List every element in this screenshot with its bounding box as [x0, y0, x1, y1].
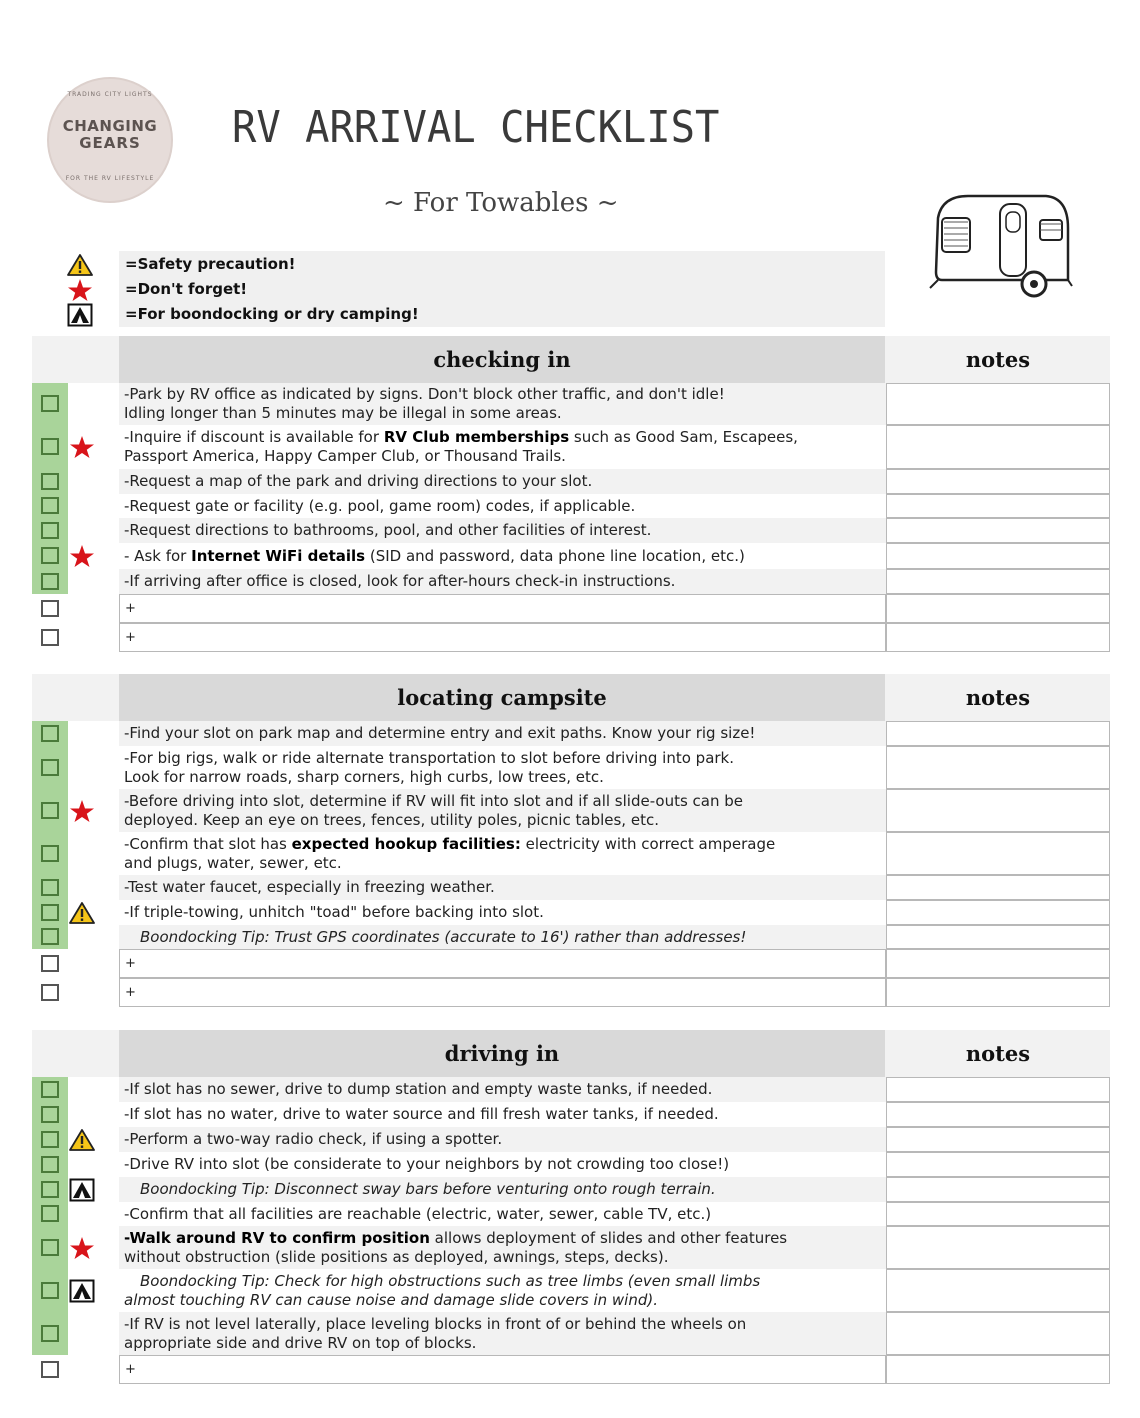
camper-trailer-icon: [928, 188, 1073, 308]
item-text: [119, 903, 544, 922]
item-text-line: -Park by RV office as indicated by signs. Don't block other traffic, and don't idle!: [124, 385, 725, 403]
star-icon: [67, 278, 93, 302]
item-text: [119, 428, 798, 466]
checklist-item: [119, 494, 886, 518]
item-text-line-2: Look for narrow roads, sharp corners, high curbs, low trees, etc.: [124, 767, 604, 786]
notes-field[interactable]: [886, 494, 1110, 518]
checklist-item: [119, 569, 886, 594]
warning-icon: [67, 253, 93, 277]
item-text: [119, 792, 743, 830]
changing-gears-logo: [47, 77, 173, 203]
tent-icon: [67, 303, 93, 327]
boondocking-tip: Boondocking Tip: Disconnect sway bars before venturing onto rough terrain.: [140, 1180, 716, 1198]
checkbox[interactable]: [41, 904, 59, 921]
section-title: driving in: [119, 1030, 885, 1077]
star-icon: [69, 1236, 95, 1260]
checkbox[interactable]: [41, 1325, 59, 1342]
item-text-line: -For big rigs, walk or ride alternate transportation to slot before driving into park.: [124, 748, 735, 767]
blank-checklist-item[interactable]: [119, 594, 886, 623]
item-text: [119, 1155, 729, 1174]
item-text: [119, 724, 755, 743]
item-text: [119, 749, 734, 787]
checkbox[interactable]: [41, 600, 59, 617]
item-text-line-2: Passport America, Happy Camper Club, or Thousand Trails.: [124, 447, 566, 465]
checklist-item: [119, 789, 886, 832]
logo-line-1: CHANGING: [62, 117, 158, 135]
checklist-item: [119, 1202, 886, 1226]
notes-field[interactable]: [886, 1355, 1110, 1384]
notes-field[interactable]: [886, 1077, 1110, 1102]
notes-field[interactable]: [886, 789, 1110, 832]
item-text: [119, 835, 775, 873]
notes-field[interactable]: [886, 875, 1110, 900]
item-text-line-2: without obstruction (slide positions as deployed, awnings, steps, decks).: [124, 1247, 669, 1266]
item-text: [119, 1272, 760, 1310]
item-text-line: -Request directions to bathrooms, pool, and other facilities of interest.: [124, 521, 652, 539]
notes-field[interactable]: [886, 1102, 1110, 1127]
item-text-line: -Before driving into slot, determine if RV will fit into slot and if all slide-outs can be: [124, 791, 744, 810]
notes-field[interactable]: [886, 1152, 1110, 1177]
page-subtitle: ~ For Towables ~: [383, 188, 619, 218]
item-text-post: allows deployment of slides and other features: [429, 1228, 788, 1247]
item-text: [119, 928, 746, 947]
section-title: checking in: [119, 336, 885, 383]
notes-field[interactable]: [886, 978, 1110, 1007]
notes-field[interactable]: [886, 900, 1110, 925]
checklist-item: [119, 721, 886, 746]
blank-item-marker: +: [125, 1362, 136, 1377]
notes-field[interactable]: [886, 1177, 1110, 1202]
item-text-line-2: and plugs, water, sewer, etc.: [124, 853, 342, 872]
notes-field[interactable]: [886, 518, 1110, 543]
checkbox[interactable]: [41, 879, 59, 896]
notes-field[interactable]: [886, 594, 1110, 623]
section-title: locating campsite: [119, 674, 885, 721]
item-text-bold: RV Club memberships: [383, 428, 570, 446]
checkbox[interactable]: [41, 522, 59, 539]
item-text-pre: - Ask for: [124, 546, 192, 565]
boondocking-tip: Boondocking Tip: Check for high obstructions such as tree limbs (even small limbs: [140, 1271, 761, 1290]
item-text-pre: -Confirm that slot has: [124, 834, 292, 853]
notes-field[interactable]: [886, 1312, 1110, 1355]
checkbox[interactable]: [41, 1156, 59, 1173]
checkbox[interactable]: [41, 1181, 59, 1198]
notes-field[interactable]: [886, 1127, 1110, 1152]
legend-boondocking: =For boondocking or dry camping!: [125, 305, 419, 323]
blank-checklist-item[interactable]: [119, 949, 886, 978]
checkbox[interactable]: [41, 928, 59, 945]
tent-icon: [69, 1279, 95, 1303]
warning-icon: [69, 901, 95, 925]
checkbox[interactable]: [41, 438, 59, 455]
checkbox[interactable]: [41, 1205, 59, 1222]
notes-field[interactable]: [886, 1202, 1110, 1226]
checkbox[interactable]: [41, 473, 59, 490]
checkbox[interactable]: [41, 1361, 59, 1378]
notes-field[interactable]: [886, 1226, 1110, 1269]
checklist-item: [119, 1269, 886, 1312]
checklist-item: [119, 1312, 886, 1355]
item-text-line: -Find your slot on park map and determine entry and exit paths. Know your rig size!: [124, 724, 756, 742]
checklist-item: [119, 900, 886, 925]
boondocking-tip-line-2: almost touching RV can cause noise and damage slide covers in wind).: [124, 1290, 658, 1309]
item-text: [119, 521, 651, 540]
item-text-bold: -Walk around RV to confirm position: [124, 1228, 430, 1247]
item-text: [119, 1205, 711, 1224]
checkbox[interactable]: [41, 1081, 59, 1098]
checkbox[interactable]: [41, 547, 59, 564]
page-title: RV ARRIVAL CHECKLIST: [232, 102, 720, 153]
checklist-item: [119, 383, 886, 425]
checklist-item: [119, 1102, 886, 1127]
notes-field[interactable]: [886, 925, 1110, 949]
notes-field[interactable]: [886, 543, 1110, 569]
item-text: [119, 1080, 712, 1099]
item-text-line: -If arriving after office is closed, look for after-hours check-in instructions.: [124, 572, 676, 590]
item-text-line: -If slot has no water, drive to water source and fill fresh water tanks, if needed.: [124, 1105, 719, 1123]
logo-bottom-text: FOR THE RV LIFESTYLE: [65, 175, 155, 182]
item-text: [119, 878, 495, 897]
checklist-item: [119, 875, 886, 900]
item-text-line-2: Idling longer than 5 minutes may be illegal in some areas.: [124, 404, 562, 422]
notes-column-header: notes: [965, 347, 1031, 372]
checklist-item: [119, 1127, 886, 1152]
checkbox[interactable]: [41, 1131, 59, 1148]
item-text-line: -Drive RV into slot (be considerate to your neighbors by not crowding too close!): [124, 1155, 730, 1173]
blank-item-marker: +: [125, 956, 136, 971]
checklist-item: [119, 469, 886, 494]
item-text: [119, 1229, 787, 1267]
blank-checklist-item[interactable]: [119, 978, 886, 1007]
notes-field[interactable]: [886, 469, 1110, 494]
item-text-line: -Request gate or facility (e.g. pool, game room) codes, if applicable.: [124, 496, 636, 515]
star-icon: [69, 544, 95, 568]
notes-field[interactable]: [886, 425, 1110, 469]
star-icon: [69, 435, 95, 459]
checkbox[interactable]: [41, 955, 59, 972]
item-text-pre: -Inquire if discount is available for: [124, 428, 384, 446]
item-text: [119, 472, 592, 491]
notes-field[interactable]: [886, 832, 1110, 875]
item-text: [119, 497, 635, 516]
warning-icon: [69, 1128, 95, 1152]
legend-box: [119, 251, 885, 327]
checklist-item: [119, 1177, 886, 1202]
checkbox[interactable]: [41, 629, 59, 646]
item-text-line-2: appropriate side and drive RV on top of blocks.: [124, 1333, 477, 1352]
checkbox[interactable]: [41, 725, 59, 742]
checklist-item: [119, 1077, 886, 1102]
checkbox[interactable]: [41, 759, 59, 776]
checklist-item: [119, 1152, 886, 1177]
notes-field[interactable]: [886, 383, 1110, 425]
checkbox[interactable]: [41, 1282, 59, 1299]
tent-icon: [69, 1178, 95, 1202]
checklist-item: [119, 832, 886, 875]
checkbox[interactable]: [41, 1106, 59, 1123]
blank-item-marker: +: [125, 630, 136, 645]
checkbox[interactable]: [41, 497, 59, 514]
blank-item-marker: +: [125, 601, 136, 616]
blank-checklist-item[interactable]: [119, 623, 886, 652]
legend-dont-forget: =Don't forget!: [125, 280, 248, 298]
item-text-line: -Perform a two-way radio check, if using a spotter.: [124, 1130, 503, 1148]
checkbox[interactable]: [41, 802, 59, 819]
star-icon: [69, 799, 95, 823]
notes-field[interactable]: [886, 949, 1110, 978]
item-text: [119, 1315, 746, 1353]
item-text-bold: Internet WiFi details: [191, 546, 366, 565]
item-text-line: -Test water faucet, especially in freezing weather.: [124, 878, 495, 896]
checkbox[interactable]: [41, 845, 59, 862]
item-text-bold: expected hookup facilities:: [291, 834, 521, 853]
notes-field[interactable]: [886, 623, 1110, 652]
item-text-line: -If slot has no sewer, drive to dump station and empty waste tanks, if needed.: [124, 1080, 713, 1098]
notes-field[interactable]: [886, 569, 1110, 594]
notes-field[interactable]: [886, 1269, 1110, 1312]
legend-safety: =Safety precaution!: [125, 255, 296, 273]
checklist-item: [119, 518, 886, 543]
boondocking-tip: Boondocking Tip: Trust GPS coordinates (accurate to 16') rather than addresses!: [140, 927, 747, 946]
item-text-line: -Confirm that all facilities are reachable (electric, water, sewer, cable TV, etc.): [124, 1204, 712, 1223]
item-text-post: (SID and password, data phone line location, etc.): [365, 546, 745, 565]
notes-column-header: notes: [965, 685, 1031, 710]
item-text-post: electricity with correct amperage: [520, 834, 776, 853]
checklist-item: [119, 746, 886, 789]
checklist-item: [119, 543, 886, 569]
item-text-line: -If RV is not level laterally, place leveling blocks in front of or behind the wheels on: [124, 1314, 747, 1333]
item-text: [119, 1105, 719, 1124]
blank-checklist-item[interactable]: [119, 1355, 886, 1384]
checklist-item: [119, 425, 886, 469]
checkbox[interactable]: [41, 573, 59, 590]
notes-field[interactable]: [886, 721, 1110, 746]
logo-line-2: GEARS: [79, 134, 141, 152]
checklist-item: [119, 1226, 886, 1269]
item-text-line-2: deployed. Keep an eye on trees, fences, utility poles, picnic tables, etc.: [124, 810, 659, 829]
item-text: [119, 547, 745, 566]
item-text-post: such as Good Sam, Escapees,: [569, 428, 798, 446]
item-text: [119, 385, 725, 423]
item-text-line: -Request a map of the park and driving directions to your slot.: [124, 472, 593, 490]
checkbox[interactable]: [41, 1239, 59, 1256]
item-text: [119, 1180, 716, 1199]
checkbox[interactable]: [41, 395, 59, 412]
notes-column-header: notes: [965, 1041, 1031, 1066]
item-text-line: -If triple-towing, unhitch "toad" before backing into slot.: [124, 903, 544, 921]
checklist-item: [119, 925, 886, 949]
checkbox[interactable]: [41, 984, 59, 1001]
logo-top-text: TRADING CITY LIGHTS: [67, 91, 153, 98]
blank-item-marker: +: [125, 985, 136, 1000]
item-text: [119, 572, 675, 591]
notes-field[interactable]: [886, 746, 1110, 789]
item-text: [119, 1130, 502, 1149]
